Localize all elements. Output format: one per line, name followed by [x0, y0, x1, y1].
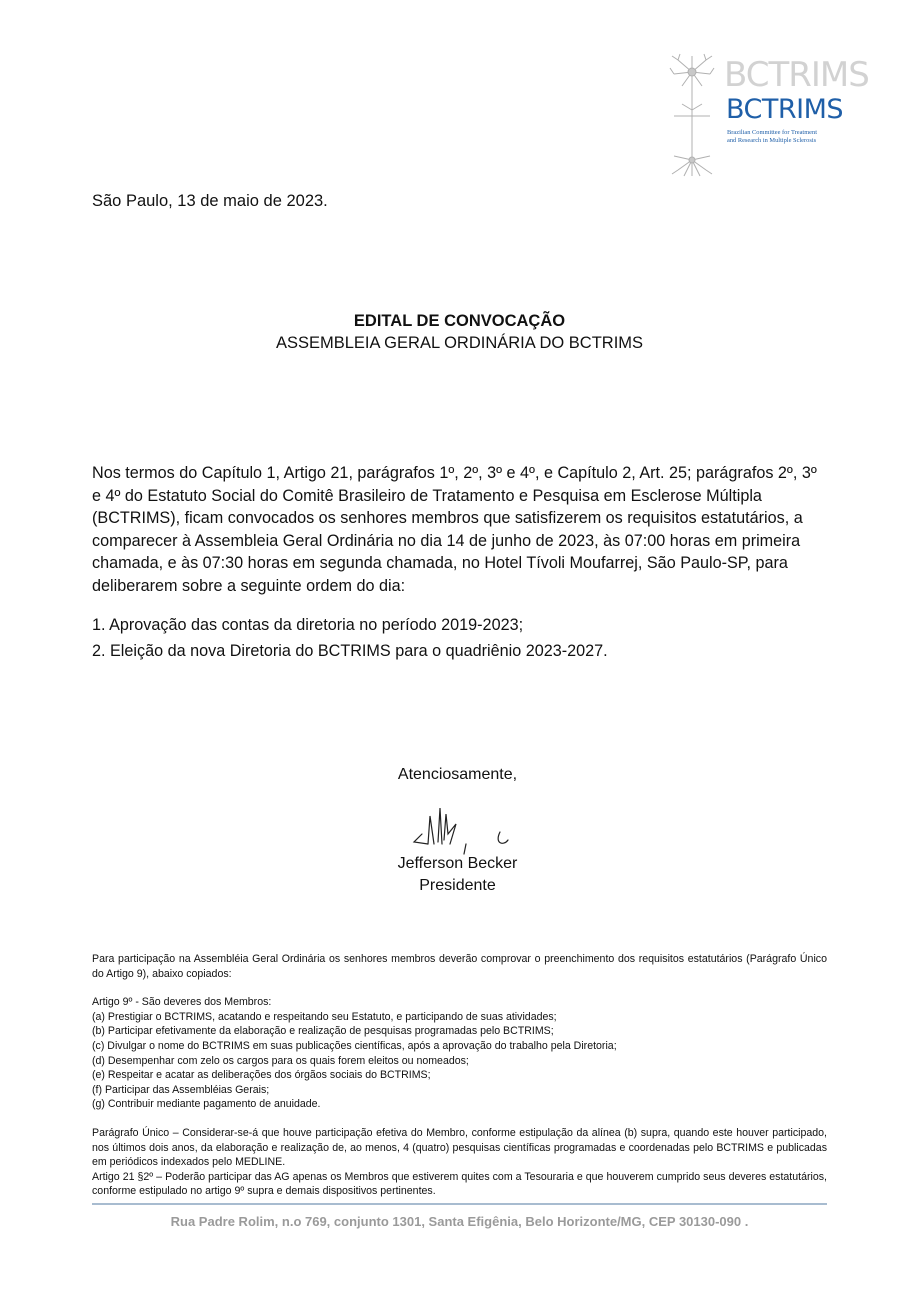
- duty-item: (e) Respeitar e acatar as deliberações dos órgãos sociais do BCTRIMS;: [92, 1069, 431, 1082]
- duty-item: (b) Participar efetivamente da elaboração e realização de pesquisas programadas pelo BCTRIMS;: [92, 1025, 554, 1038]
- duty-item: (c) Divulgar o nome do BCTRIMS em suas publicações científicas, após a aprovação do trabalho pela Diretoria;: [92, 1039, 617, 1052]
- artigo-21-paragraph: Artigo 21 §2º – Poderão participar das AG apenas os Membros que estiverem quites com a Tesouraria e que houverem cumprido seus deveres estatutários, conforme estipulado no artigo 9º supra e demais dispositivos pertinentes.: [92, 1170, 827, 1198]
- handwritten-signature-icon: [408, 804, 512, 858]
- signer-block: [0, 853, 915, 897]
- convocation-paragraph: Nos termos do Capítulo 1, Artigo 21, parágrafos 1º, 2º, 3º e 4º, e Capítulo 2, Art. 25; parágrafos 2º, 3º e 4º do Estatuto Social do Comitê Brasileiro de Tratamento e Pesquisa em Esclerose Múltipla (BCTRIMS), ficam convocados os senhores membros que satisfizerem os requisitos estatutários, a comparecer à Assembleia Geral Ordinária no dia 14 de junho de 2023, às 07:00 horas em primeira chamada, e às 07:30 horas em segunda chamada, no Hotel Tívoli Moufarrej, São Paulo-SP, para deliberarem sobre a seguinte ordem do dia:: [92, 464, 817, 595]
- logo-name: BCTRIMS: [726, 94, 844, 125]
- agenda-list: [92, 614, 827, 662]
- logo-tagline: Brazilian Committee for Treatment and Research in Multiple Sclerosis: [727, 129, 817, 144]
- signer-name: Jefferson Becker: [397, 855, 518, 872]
- paragrafo-unico: Parágrafo Único – Considerar-se-á que houve participação efetiva do Membro, conforme estipulação da alínea (b) supra, quando este houver participado, nos últimos dois anos, da elaboração e realização de, ao menos, 4 (quatro) pesquisas científicas programadas e coordenadas pelo BCTRIMS e publicadas em periódicos indexados pelo MEDLINE.: [92, 1126, 827, 1169]
- document-title: EDITAL DE CONVOCAÇÃO: [353, 312, 566, 330]
- duty-item: (f) Participar das Assembléias Gerais;: [92, 1083, 270, 1096]
- footer-divider: [92, 1203, 827, 1205]
- article-9-heading: Artigo 9º - São deveres dos Membros:: [92, 996, 272, 1009]
- date-line: São Paulo, 13 de maio de 2023.: [92, 192, 328, 210]
- logo-ghost-text: BCTRIMS: [724, 55, 869, 95]
- duty-item: (g) Contribuir mediante pagamento de anuidade.: [92, 1098, 321, 1111]
- agenda-item: 2. Eleição da nova Diretoria do BCTRIMS para o quadriênio 2023-2027.: [92, 641, 608, 660]
- bctrims-logo: [668, 52, 869, 180]
- signer-role: Presidente: [419, 877, 496, 894]
- footnote-intro: Para participação na Assembléia Geral Ordinária os senhores membros deverão comprovar o preenchimento dos requisitos estatutários (Parágrafo Único do Artigo 9), abaixo copiados:: [92, 953, 827, 980]
- footer-address: Rua Padre Rolim, n.o 769, conjunto 1301, Santa Efigênia, Belo Horizonte/MG, CEP 30130-090 .: [170, 1214, 749, 1229]
- statute-excerpt: [92, 952, 827, 1199]
- closing-salutation: Atenciosamente,: [397, 766, 518, 783]
- duty-item: (d) Desempenhar com zelo os cargos para os quais forem eleitos ou nomeados;: [92, 1054, 469, 1067]
- agenda-item: 1. Aprovação das contas da diretoria no período 2019-2023;: [92, 616, 524, 634]
- title-block: [0, 310, 919, 354]
- document-subtitle: ASSEMBLEIA GERAL ORDINÁRIA DO BCTRIMS: [275, 334, 644, 352]
- duty-item: (a) Prestigiar o BCTRIMS, acatando e respeitando seu Estatuto, e participando de suas atividades;: [92, 1010, 557, 1023]
